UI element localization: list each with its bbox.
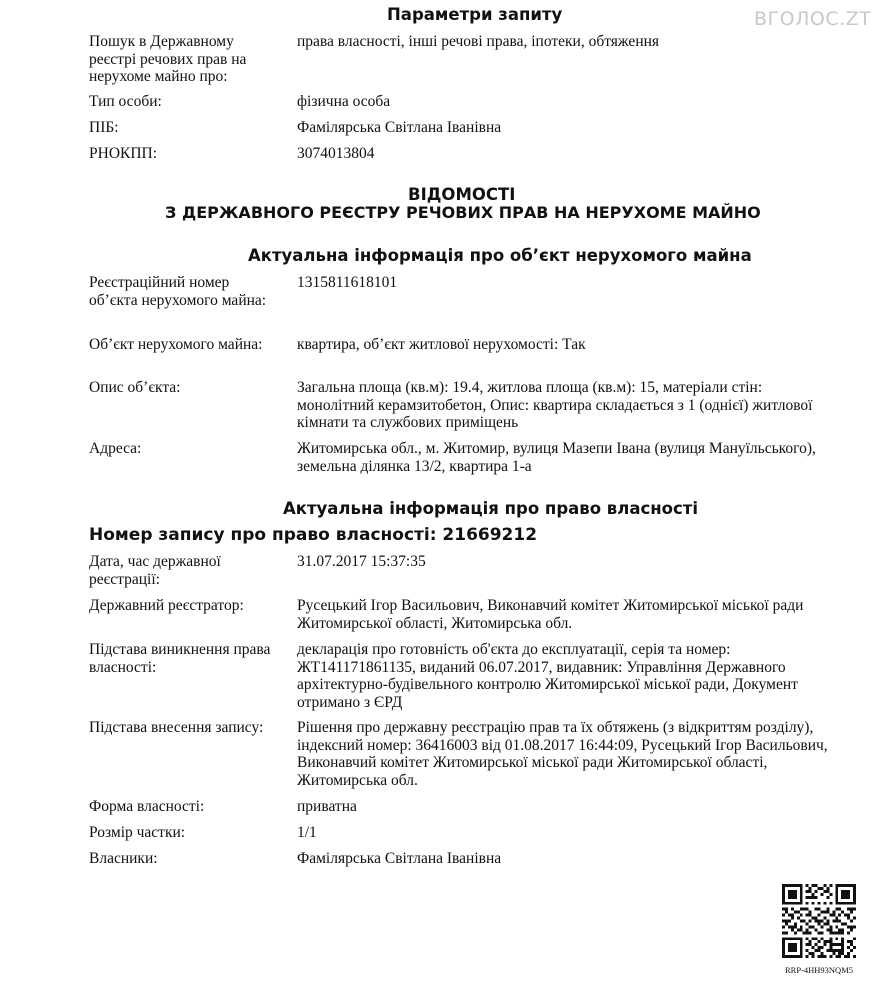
field-label: Підстава внесення запису: xyxy=(89,719,264,736)
ownership-record-number: Номер запису про право власності: 21669212 xyxy=(89,525,538,545)
field-label: Адреса: xyxy=(89,440,142,457)
field-label: РНОКПП: xyxy=(89,145,158,162)
ownership-section-title: Актуальна інформація про право власності xyxy=(283,499,698,518)
field-value: 31.07.2017 15:37:35 xyxy=(297,553,426,570)
field-value: Загальна площа (кв.м): 19.4, житлова площа (кв.м): 15, матеріали стін: монолітний керамзитобетон, Опис: квартира складається з 1 (однієї) житлової кімнати та службових приміщень xyxy=(297,379,813,431)
field-label: Розмір частки: xyxy=(89,824,186,841)
field-value: 1/1 xyxy=(297,824,317,841)
field-label: Опис об’єкта: xyxy=(89,379,181,396)
field-label: Власники: xyxy=(89,850,158,867)
field-value: Фамілярська Світлана Іванівна xyxy=(297,119,502,136)
field-value: права власності, інші речові права, іпотеки, обтяження xyxy=(297,33,660,50)
main-title-line1: ВІДОМОСТІ xyxy=(408,185,516,204)
query-title: Параметри запиту xyxy=(387,5,563,24)
field-label: Дата, час державної реєстрації: xyxy=(89,553,221,588)
qr-code-icon xyxy=(782,884,856,958)
field-value: Рішення про державну реєстрацію прав та їх обтяжень (з відкриттям розділу), індексний номер: 36416003 від 01.08.2017 16:44:09, Русецький Ігор Васильович, Виконавчий комітет Житомирської міської ради Житомирської області, Житомирська обл. xyxy=(297,719,828,789)
field-value: фізична особа xyxy=(297,93,391,110)
object-section-title: Актуальна інформація про об’єкт нерухомого майна xyxy=(248,246,752,265)
field-label: Реєстраційний номер об’єкта нерухомого майна: xyxy=(89,274,267,309)
field-label: Форма власності: xyxy=(89,798,205,815)
field-value: декларація про готовність об'єкта до експлуатації, серія та номер: ЖТ141171861135, виданий 06.07.2017, видавник: Управління Державного архітектурно-будівельного контролю Житомирської міської ради, Документ отримано з ЄРД xyxy=(297,641,798,711)
main-title-line2: З ДЕРЖАВНОГО РЕЄСТРУ РЕЧОВИХ ПРАВ НА НЕРУХОМЕ МАЙНО xyxy=(165,203,761,222)
field-label: Державний реєстратор: xyxy=(89,597,244,614)
field-label: Пошук в Державному реєстрі речових прав на нерухоме майно про: xyxy=(89,33,247,85)
field-label: Тип особи: xyxy=(89,93,162,110)
field-value: квартира, об’єкт житлової нерухомості: Так xyxy=(297,336,586,353)
field-value: 1315811618101 xyxy=(297,274,398,291)
field-label: Об’єкт нерухомого майна: xyxy=(89,336,263,353)
field-value: Фамілярська Світлана Іванівна xyxy=(297,850,502,867)
field-value: 3074013804 xyxy=(297,145,375,162)
field-label: ПІБ: xyxy=(89,119,119,136)
field-label: Підстава виникнення права власності: xyxy=(89,641,271,676)
field-value: приватна xyxy=(297,798,357,815)
site-watermark: ВГОЛОС.ZT xyxy=(754,8,872,30)
field-value: Русецький Ігор Васильович, Виконавчий комітет Житомирської міської ради Житомирської області, Житомирська обл. xyxy=(297,597,804,632)
field-value: Житомирська обл., м. Житомир, вулиця Мазепи Івана (вулиця Мануїльського), земельна ділянка 13/2, квартира 1-а xyxy=(297,440,816,475)
document-code: RRP-4HH93NQM5 xyxy=(785,965,854,975)
